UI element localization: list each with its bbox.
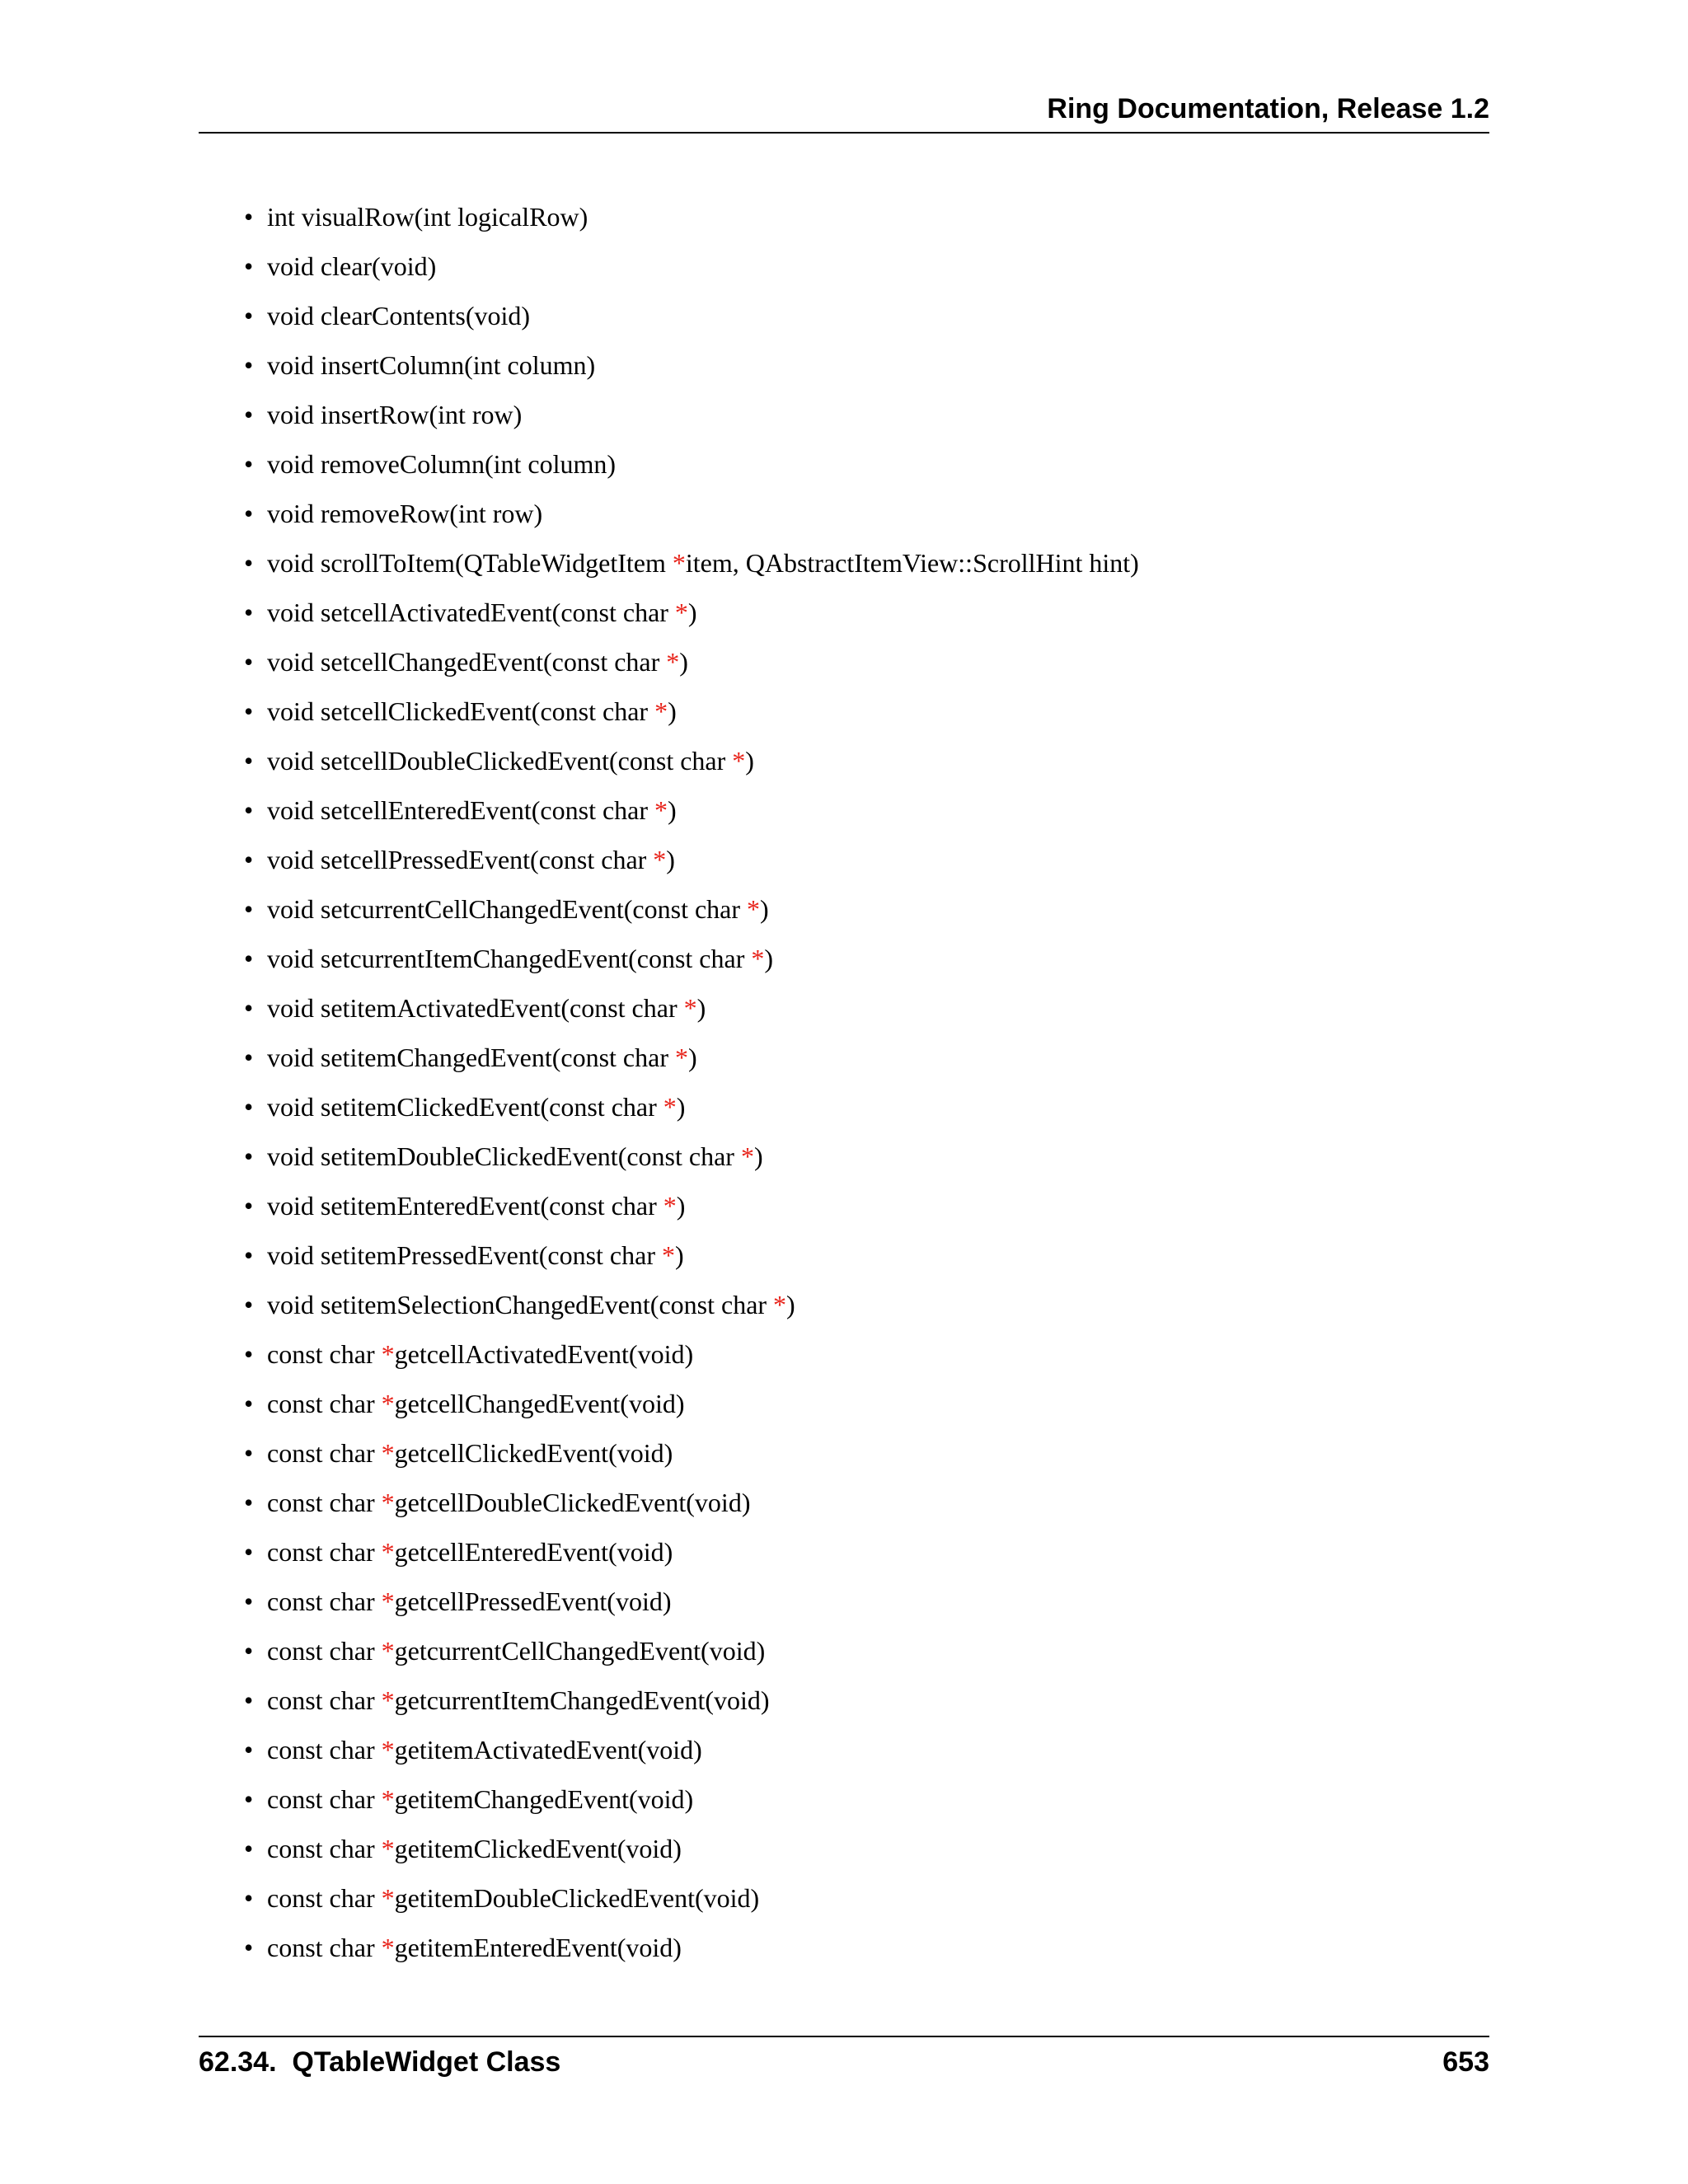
list-item <box>244 494 542 532</box>
bullet-icon: • <box>244 1488 254 1517</box>
method-signature: const char *getcellPressedEvent(void) <box>267 1586 672 1616</box>
bullet-icon: • <box>244 845 254 874</box>
asterisk-mark: * <box>381 1339 395 1369</box>
list-item <box>244 1187 685 1225</box>
asterisk-mark: * <box>654 696 668 726</box>
list-item <box>244 643 688 681</box>
bullet-icon: • <box>244 1586 254 1616</box>
method-signature: const char *getitemClickedEvent(void) <box>267 1834 682 1863</box>
list-item <box>244 346 595 384</box>
list-item <box>244 1286 795 1324</box>
asterisk-mark: * <box>381 1735 395 1765</box>
bullet-icon: • <box>244 795 254 825</box>
bullet-icon: • <box>244 202 254 232</box>
asterisk-mark: * <box>740 1141 754 1171</box>
method-signature: const char *getcellDoubleClickedEvent(void) <box>267 1488 751 1517</box>
method-signature: void setcellDoubleClickedEvent(const char *) <box>267 746 754 776</box>
bullet-icon: • <box>244 598 254 627</box>
bullet-icon: • <box>244 400 254 429</box>
method-signature: void setitemClickedEvent(const char *) <box>267 1092 686 1122</box>
list-item <box>244 1335 693 1373</box>
asterisk-mark: * <box>663 1092 677 1122</box>
bullet-icon: • <box>244 1735 254 1765</box>
bullet-icon: • <box>244 1784 254 1814</box>
asterisk-mark: * <box>683 993 697 1023</box>
method-signature: void removeColumn(int column) <box>267 449 617 479</box>
bullet-icon: • <box>244 1043 254 1072</box>
bullet-icon: • <box>244 1636 254 1666</box>
asterisk-mark: * <box>747 894 761 924</box>
asterisk-mark: * <box>661 1240 675 1270</box>
method-signature: const char *getitemDoubleClickedEvent(void) <box>267 1883 760 1913</box>
asterisk-mark: * <box>381 1784 395 1814</box>
list-item <box>244 445 616 483</box>
list-item <box>244 940 773 977</box>
bullet-icon: • <box>244 746 254 776</box>
method-signature: void setcurrentItemChangedEvent(const char *) <box>267 944 773 973</box>
list-item <box>244 890 769 928</box>
list-item <box>244 1533 673 1571</box>
list-item <box>244 692 677 730</box>
bullet-icon: • <box>244 993 254 1023</box>
method-signature: void setitemPressedEvent(const char *) <box>267 1240 684 1270</box>
list-item <box>244 1929 682 1966</box>
asterisk-mark: * <box>381 1636 395 1666</box>
page-header <box>199 91 1489 134</box>
bullet-icon: • <box>244 1339 254 1369</box>
bullet-icon: • <box>244 1438 254 1468</box>
list-item <box>244 1434 673 1472</box>
bullet-icon: • <box>244 1141 254 1171</box>
bullet-icon: • <box>244 696 254 726</box>
document-title: Ring Documentation, Release 1.2 <box>1047 93 1489 124</box>
bullet-icon: • <box>244 1933 254 1962</box>
list-item <box>244 791 677 829</box>
bullet-icon: • <box>244 301 254 330</box>
method-signature: void setcellActivatedEvent(const char *) <box>267 598 697 627</box>
list-item <box>244 544 1139 582</box>
asterisk-mark: * <box>732 746 746 776</box>
asterisk-mark: * <box>773 1290 787 1319</box>
method-signature: void setitemChangedEvent(const char *) <box>267 1043 697 1072</box>
list-item <box>244 1681 770 1719</box>
method-signature: const char *getitemChangedEvent(void) <box>267 1784 694 1814</box>
method-signature: void setcellPressedEvent(const char *) <box>267 845 675 874</box>
asterisk-mark: * <box>663 1191 677 1221</box>
bullet-icon: • <box>244 944 254 973</box>
list-item <box>244 1038 697 1076</box>
list-item <box>244 1879 759 1917</box>
bullet-icon: • <box>244 499 254 528</box>
list-item <box>244 989 706 1027</box>
method-signature: const char *getcellChangedEvent(void) <box>267 1389 685 1418</box>
bullet-icon: • <box>244 1092 254 1122</box>
asterisk-mark: * <box>672 548 686 578</box>
section-title: 62.34. QTableWidget Class <box>199 2046 561 2078</box>
bullet-icon: • <box>244 647 254 677</box>
method-signature: void setitemActivatedEvent(const char *) <box>267 993 706 1023</box>
page-footer <box>199 2036 1489 2087</box>
asterisk-mark: * <box>381 1586 395 1616</box>
asterisk-mark: * <box>381 1685 395 1715</box>
list-item <box>244 1385 684 1422</box>
asterisk-mark: * <box>654 795 668 825</box>
method-signature: void insertColumn(int column) <box>267 350 596 380</box>
list-item <box>244 247 436 285</box>
list-item <box>244 1236 684 1274</box>
asterisk-mark: * <box>751 944 765 973</box>
list-item <box>244 1731 702 1769</box>
method-signature: void setcellChangedEvent(const char *) <box>267 647 688 677</box>
bullet-icon: • <box>244 1685 254 1715</box>
bullet-icon: • <box>244 1389 254 1418</box>
asterisk-mark: * <box>653 845 667 874</box>
method-signature: const char *getcellClickedEvent(void) <box>267 1438 673 1468</box>
asterisk-mark: * <box>381 1537 395 1567</box>
list-item <box>244 1632 765 1670</box>
asterisk-mark: * <box>674 1043 688 1072</box>
asterisk-mark: * <box>381 1834 395 1863</box>
method-signature: int visualRow(int logicalRow) <box>267 202 588 232</box>
asterisk-mark: * <box>381 1389 395 1418</box>
asterisk-mark: * <box>381 1933 395 1962</box>
page-number: 653 <box>1442 2046 1489 2078</box>
list-item <box>244 1830 682 1868</box>
method-signature: void setcurrentCellChangedEvent(const char *) <box>267 894 769 924</box>
list-item <box>244 593 697 631</box>
list-item <box>244 841 675 879</box>
asterisk-mark: * <box>381 1883 395 1913</box>
bullet-icon: • <box>244 894 254 924</box>
list-item <box>244 396 522 434</box>
asterisk-mark: * <box>674 598 688 627</box>
method-signature: const char *getcellEnteredEvent(void) <box>267 1537 673 1567</box>
list-item <box>244 1088 685 1126</box>
method-signature: const char *getcellActivatedEvent(void) <box>267 1339 694 1369</box>
list-item <box>244 1483 750 1521</box>
list-item <box>244 198 588 236</box>
bullet-icon: • <box>244 350 254 380</box>
bullet-icon: • <box>244 251 254 281</box>
list-item <box>244 1582 672 1620</box>
method-signature: void setitemEnteredEvent(const char *) <box>267 1191 686 1221</box>
list-item <box>244 742 754 780</box>
list-item <box>244 1137 763 1175</box>
method-signature: void clearContents(void) <box>267 301 531 330</box>
method-signature: void setcellClickedEvent(const char *) <box>267 696 677 726</box>
method-signature: void insertRow(int row) <box>267 400 523 429</box>
asterisk-mark: * <box>666 647 680 677</box>
list-item <box>244 297 530 335</box>
bullet-icon: • <box>244 1290 254 1319</box>
method-signature: void scrollToItem(QTableWidgetItem *item, QAbstractItemView::ScrollHint hint) <box>267 548 1139 578</box>
method-signature: void clear(void) <box>267 251 437 281</box>
asterisk-mark: * <box>381 1438 395 1468</box>
bullet-icon: • <box>244 548 254 578</box>
method-signature: void setitemDoubleClickedEvent(const char *) <box>267 1141 763 1171</box>
method-signature: const char *getitemEnteredEvent(void) <box>267 1933 682 1962</box>
method-signature: void removeRow(int row) <box>267 499 543 528</box>
method-signature: const char *getcurrentCellChangedEvent(void) <box>267 1636 766 1666</box>
bullet-icon: • <box>244 1191 254 1221</box>
bullet-icon: • <box>244 449 254 479</box>
bullet-icon: • <box>244 1883 254 1913</box>
method-signature: void setitemSelectionChangedEvent(const char *) <box>267 1290 795 1319</box>
method-signature: void setcellEnteredEvent(const char *) <box>267 795 677 825</box>
bullet-icon: • <box>244 1537 254 1567</box>
bullet-icon: • <box>244 1240 254 1270</box>
method-signature: const char *getitemActivatedEvent(void) <box>267 1735 702 1765</box>
asterisk-mark: * <box>381 1488 395 1517</box>
method-signature: const char *getcurrentItemChangedEvent(void) <box>267 1685 770 1715</box>
list-item <box>244 1780 693 1818</box>
bullet-icon: • <box>244 1834 254 1863</box>
